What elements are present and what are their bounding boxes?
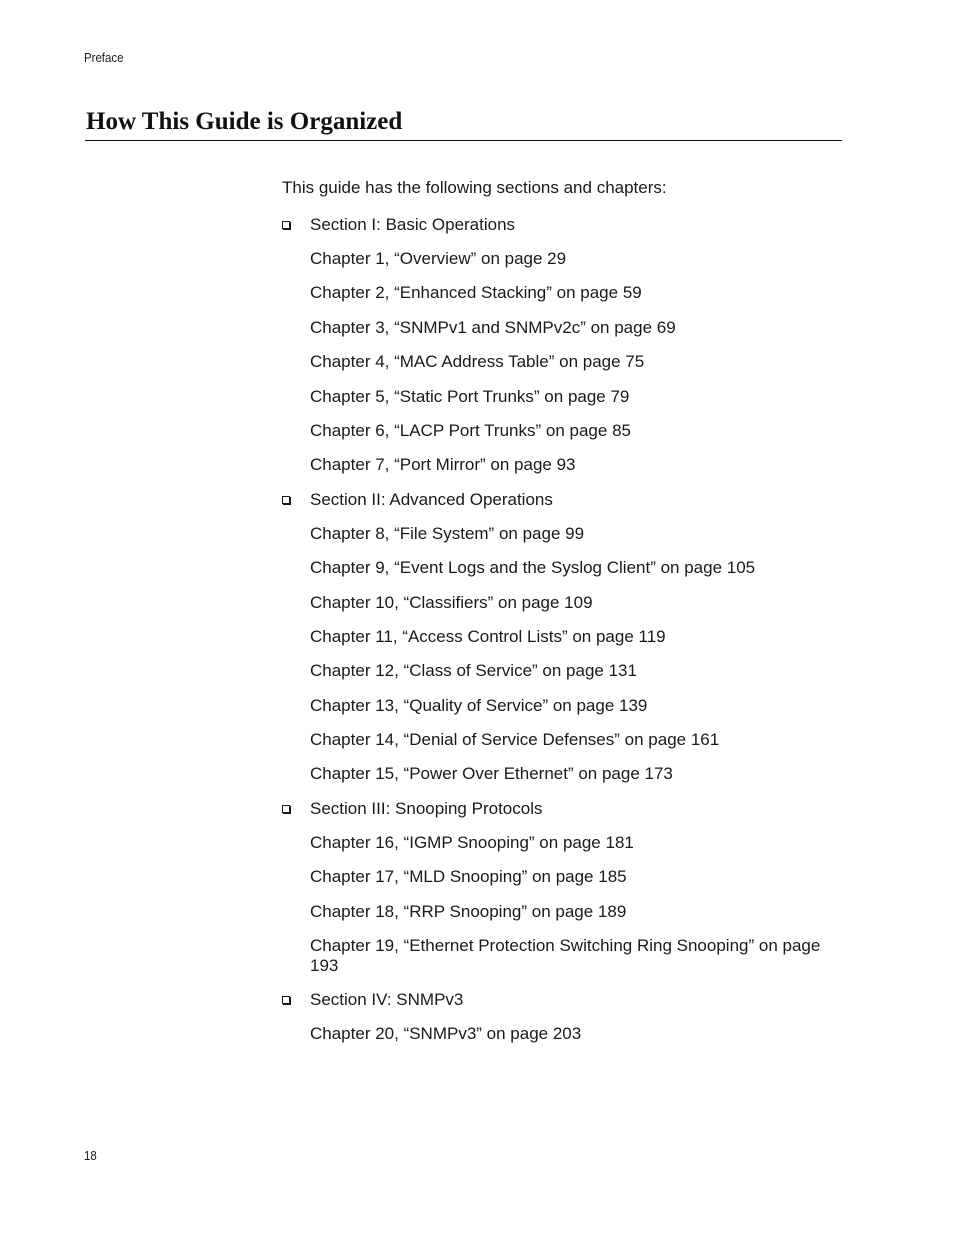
chapter-item: Chapter 10, “Classifiers” on page 109 — [310, 592, 593, 612]
section-heading — [282, 215, 842, 235]
chapter-item: Chapter 2, “Enhanced Stacking” on page 59 — [310, 283, 642, 303]
section-heading — [282, 799, 842, 819]
toc-content — [282, 178, 842, 1059]
title-rule — [85, 140, 842, 141]
chapter-item: Chapter 14, “Denial of Service Defenses” on page 161 — [310, 730, 720, 750]
chapter-item: Chapter 7, “Port Mirror” on page 93 — [310, 455, 576, 475]
chapter-item: Chapter 9, “Event Logs and the Syslog Client” on page 105 — [310, 558, 756, 578]
chapter-item: Chapter 13, “Quality of Service” on page 139 — [310, 695, 648, 715]
checkbox-bullet-icon — [282, 996, 290, 1004]
chapter-item: Chapter 12, “Class of Service” on page 131 — [310, 661, 637, 681]
page-title: How This Guide is Organized — [86, 108, 403, 135]
section-label: Section II: Advanced Operations — [310, 489, 553, 509]
section-heading — [282, 490, 842, 510]
intro-text: This guide has the following sections and chapters: — [282, 178, 667, 197]
checkbox-bullet-icon — [282, 805, 290, 813]
chapter-item: Chapter 3, “SNMPv1 and SNMPv2c” on page 69 — [310, 317, 676, 337]
chapter-item: Chapter 4, “MAC Address Table” on page 75 — [310, 352, 645, 372]
running-header: Preface — [84, 50, 124, 65]
chapter-item: Chapter 8, “File System” on page 99 — [310, 523, 585, 543]
checkbox-bullet-icon — [282, 221, 290, 229]
page-number: 18 — [84, 1148, 97, 1163]
section-label: Section I: Basic Operations — [310, 215, 516, 234]
section-label: Section III: Snooping Protocols — [310, 798, 543, 818]
chapter-item: Chapter 1, “Overview” on page 29 — [310, 249, 567, 268]
chapter-item: Chapter 19, “Ethernet Protection Switching Ring Snooping” on page 193 — [310, 936, 821, 976]
chapter-item: Chapter 17, “MLD Snooping” on page 185 — [310, 867, 627, 887]
chapter-item: Chapter 20, “SNMPv3” on page 203 — [310, 1024, 582, 1044]
chapter-item: Chapter 11, “Access Control Lists” on page 119 — [310, 626, 666, 646]
chapter-item: Chapter 18, “RRP Snooping” on page 189 — [310, 901, 627, 921]
chapter-item: Chapter 16, “IGMP Snooping” on page 181 — [310, 832, 634, 852]
checkbox-bullet-icon — [282, 496, 290, 504]
section-heading — [282, 990, 842, 1010]
chapter-item: Chapter 15, “Power Over Ethernet” on page 173 — [310, 764, 673, 784]
chapter-item: Chapter 6, “LACP Port Trunks” on page 85 — [310, 420, 631, 440]
chapter-item: Chapter 5, “Static Port Trunks” on page 79 — [310, 386, 630, 406]
section-label: Section IV: SNMPv3 — [310, 990, 464, 1010]
